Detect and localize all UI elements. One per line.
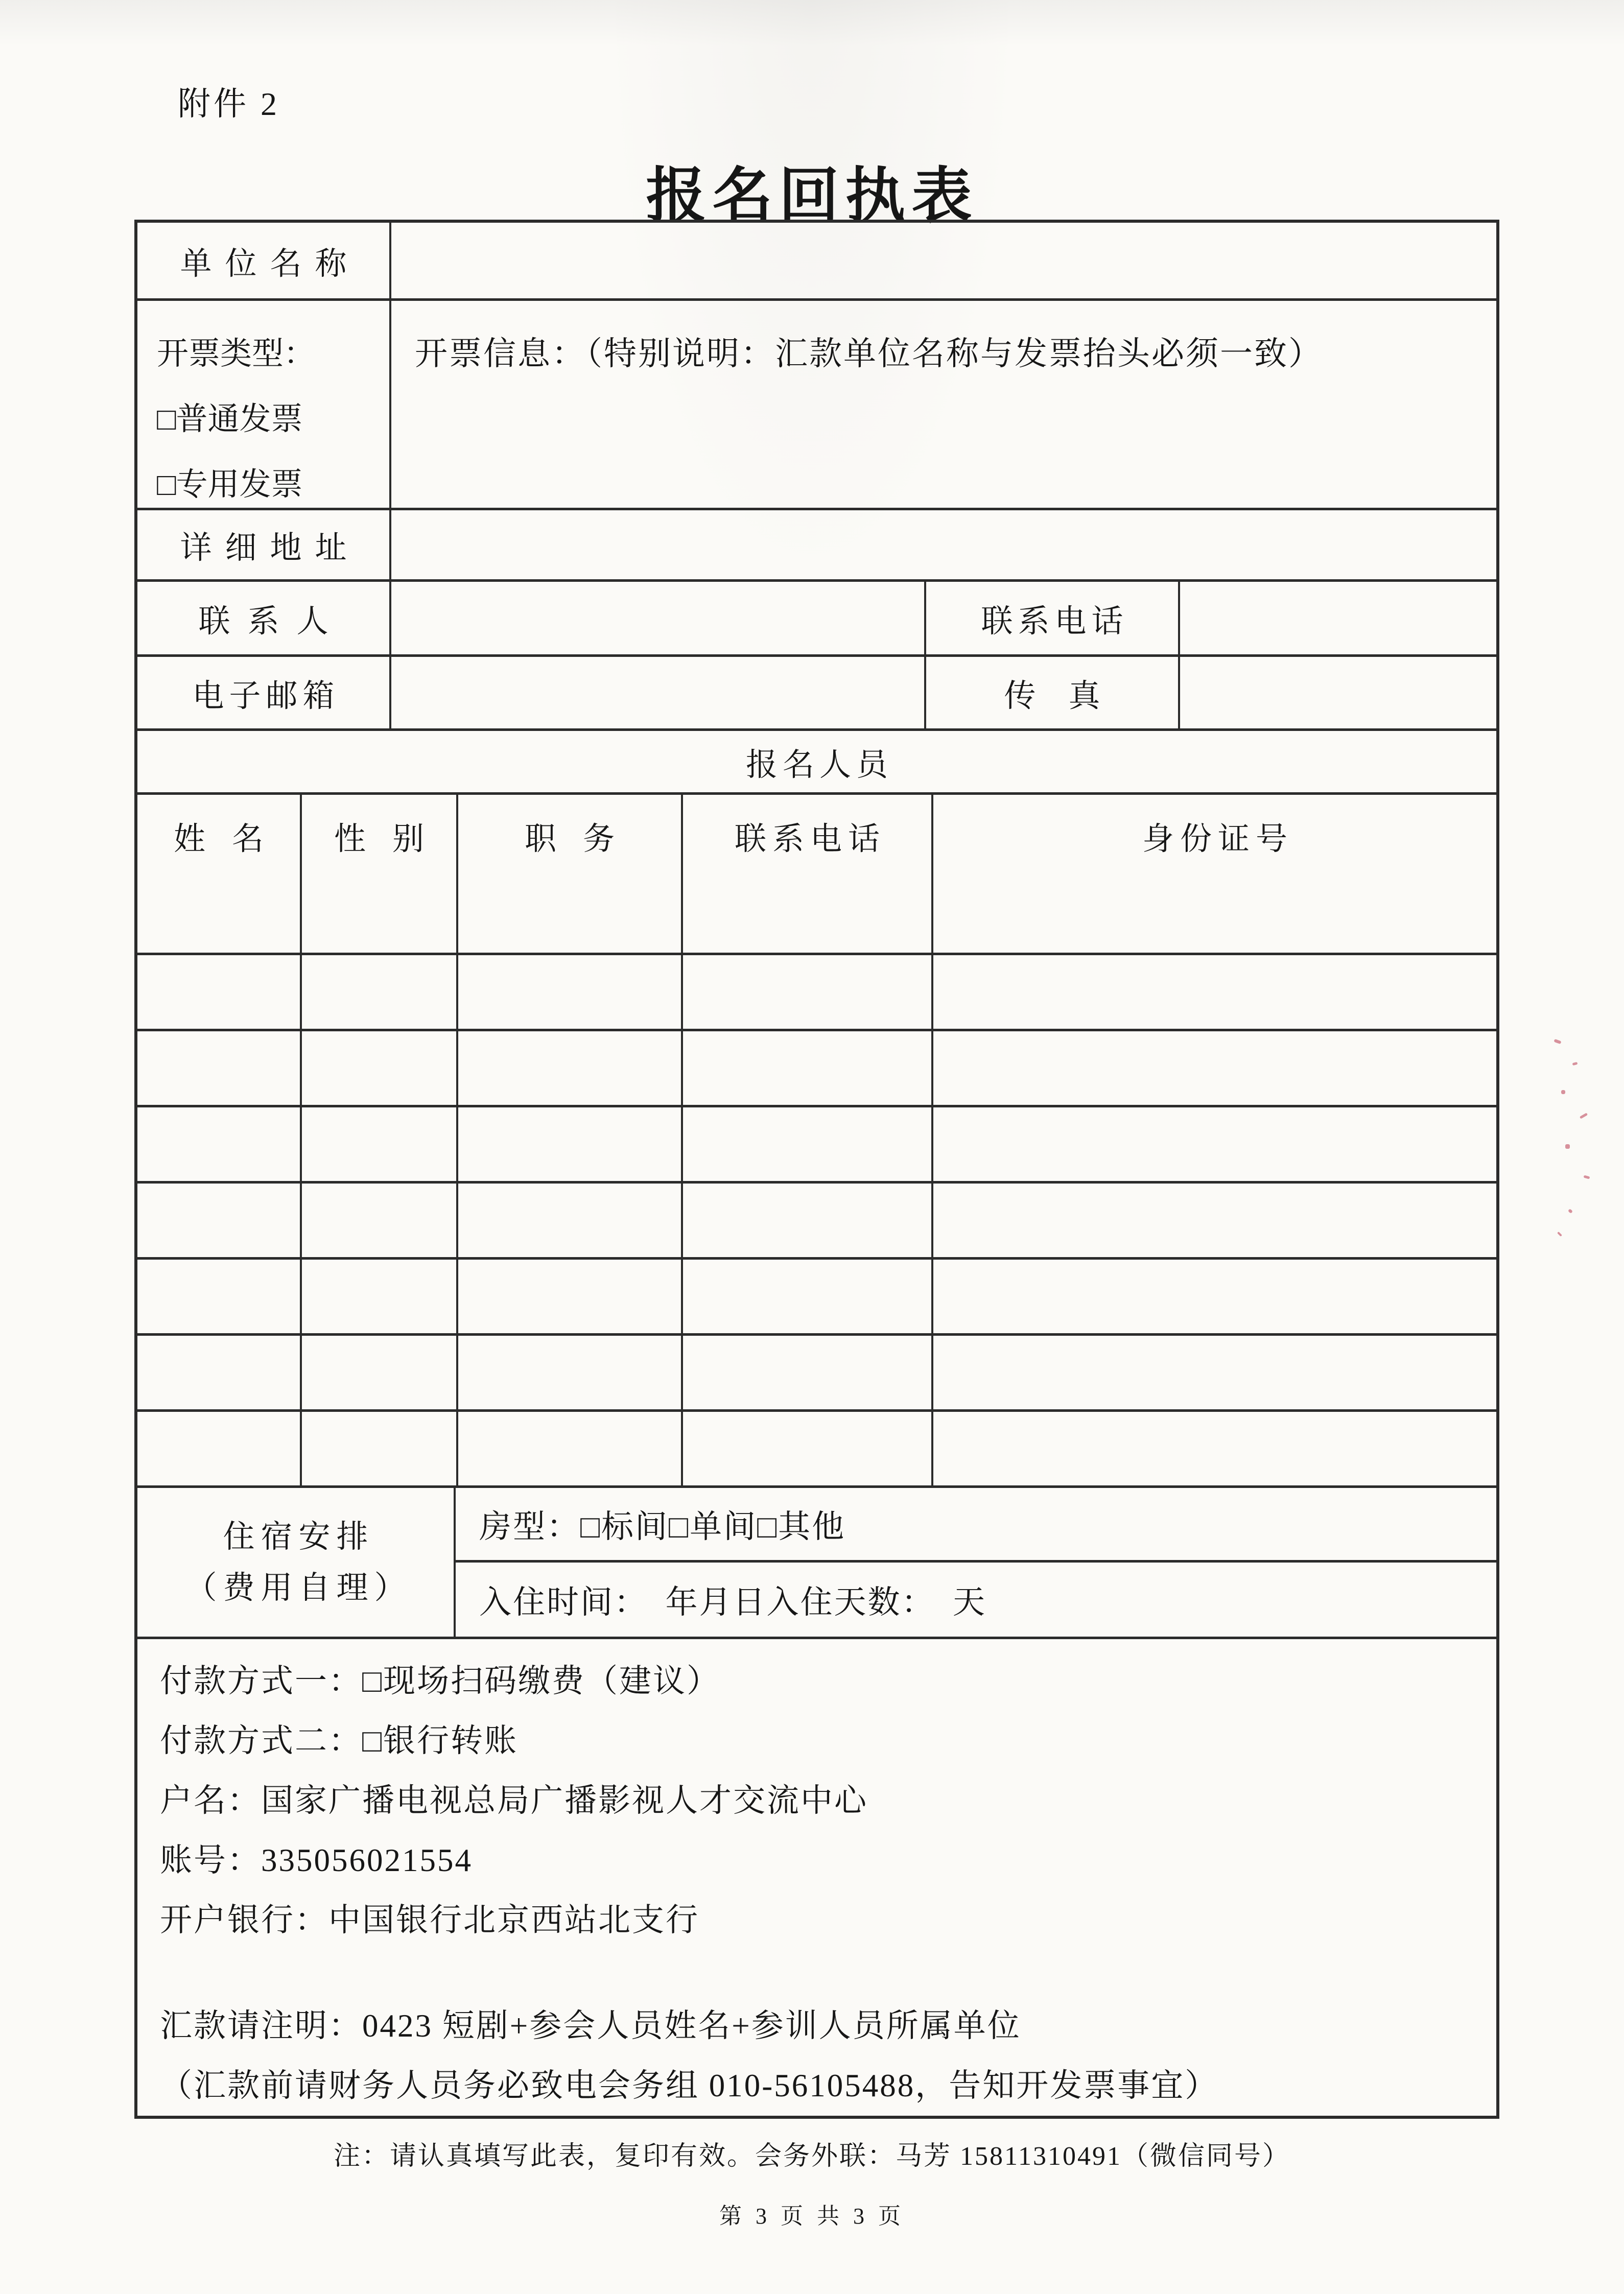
accommodation-label-line1: 住宿安排 — [223, 1519, 374, 1554]
cell-id-number — [933, 1336, 1496, 1409]
participant-empty-row — [137, 953, 1496, 1029]
participant-rows — [137, 877, 1496, 1485]
cell-sex — [302, 1031, 458, 1105]
col-header-phone: 联系电话 — [683, 795, 933, 877]
cell-sex — [302, 1260, 458, 1333]
page-title: 报名回执表 — [646, 163, 978, 230]
col-header-name: 姓名 — [137, 795, 302, 877]
cell-sex — [302, 877, 458, 953]
contact-label: 联系人 — [137, 582, 391, 654]
unit-name-row — [137, 223, 1496, 298]
cell-duty — [458, 1184, 683, 1257]
cell-id-number — [933, 955, 1496, 1029]
payment-method-2: 付款方式二：□银行转账 — [160, 1723, 519, 1759]
remit-warning: （汇款前请财务人员务必致电会务组 010-56105488，告知开发票事宜） — [160, 2068, 1219, 2103]
contact-value — [391, 582, 926, 654]
unit-name-label: 单位名称 — [137, 223, 391, 298]
payment-bank: 开户银行：中国银行北京西站北支行 — [160, 1902, 699, 1938]
col-header-duty: 职务 — [458, 795, 683, 877]
cell-phone — [683, 955, 933, 1029]
attachment-label: 附件 2 — [178, 86, 280, 122]
email-value — [391, 657, 926, 728]
cell-name — [137, 1184, 302, 1257]
cell-sex — [302, 1184, 458, 1257]
cell-phone — [683, 1336, 933, 1409]
unit-name-value — [391, 223, 1496, 298]
participants-section-header-row — [137, 728, 1496, 792]
cell-id-number — [933, 1107, 1496, 1181]
contact-phone-label: 联系电话 — [926, 582, 1180, 654]
cell-phone — [683, 1184, 933, 1257]
participants-columns-row — [137, 792, 1496, 877]
footer-note: 注：请认真填写此表，复印有效。会务外联：马芳 15811310491（微信同号） — [333, 2142, 1291, 2171]
contact-phone-value — [1180, 582, 1496, 654]
cell-phone — [683, 1412, 933, 1485]
invoice-option-special: □专用发票 — [157, 467, 303, 502]
cell-phone — [683, 1031, 933, 1105]
cell-phone — [683, 877, 933, 953]
cell-duty — [458, 877, 683, 953]
invoice-option-regular: □普通发票 — [157, 402, 303, 437]
participant-empty-row — [137, 1029, 1496, 1105]
room-type-line: 房型：□标间□单间□其他 — [456, 1488, 1496, 1563]
fax-value — [1180, 657, 1496, 728]
accommodation-row — [137, 1485, 1496, 1637]
cell-id-number — [933, 1260, 1496, 1333]
participant-empty-row — [137, 1181, 1496, 1257]
participant-empty-row — [137, 1257, 1496, 1333]
scan-artifact — [1557, 1232, 1562, 1237]
scan-artifact — [1565, 1144, 1570, 1149]
page-number: 第 3 页 共 3 页 — [719, 2204, 905, 2229]
scan-artifact — [1568, 1209, 1573, 1214]
cell-id-number — [933, 1031, 1496, 1105]
cell-id-number — [933, 1412, 1496, 1485]
cell-duty — [458, 955, 683, 1029]
cell-id-number — [933, 877, 1496, 953]
participant-empty-row — [137, 1409, 1496, 1485]
invoice-info-cell — [391, 301, 1496, 508]
cell-duty — [458, 1107, 683, 1181]
cell-duty — [458, 1336, 683, 1409]
cell-name — [137, 877, 302, 953]
cell-id-number — [933, 1184, 1496, 1257]
cell-name — [137, 1412, 302, 1485]
cell-phone — [683, 1107, 933, 1181]
cell-sex — [302, 1412, 458, 1485]
cell-sex — [302, 1107, 458, 1181]
participant-empty-row — [137, 1333, 1496, 1409]
scan-artifact — [1561, 1090, 1565, 1094]
scan-artifact — [1554, 1039, 1561, 1044]
address-label: 详细地址 — [137, 510, 391, 579]
payment-cell — [137, 1639, 1496, 2116]
email-row — [137, 654, 1496, 728]
payment-row — [137, 1637, 1496, 2116]
participants-section-header: 报名人员 — [745, 747, 893, 783]
participant-empty-row — [137, 877, 1496, 953]
cell-name — [137, 1031, 302, 1105]
scan-artifact — [1572, 1062, 1578, 1066]
cell-duty — [458, 1260, 683, 1333]
invoice-row — [137, 298, 1496, 508]
payment-account-number: 账号：335056021554 — [160, 1842, 473, 1878]
cell-duty — [458, 1031, 683, 1105]
fax-label: 传真 — [926, 657, 1180, 728]
cell-name — [137, 1107, 302, 1181]
cell-name — [137, 955, 302, 1029]
participant-empty-row — [137, 1105, 1496, 1181]
col-header-id-number: 身份证号 — [1142, 821, 1293, 857]
scan-artifact — [1580, 1113, 1588, 1119]
scan-artifact — [1584, 1175, 1590, 1179]
col-header-sex: 性别 — [302, 795, 458, 877]
payment-account-name: 户名：国家广播电视总局广播影视人才交流中心 — [160, 1783, 868, 1818]
cell-name — [137, 1260, 302, 1333]
contact-row — [137, 579, 1496, 654]
cell-duty — [458, 1412, 683, 1485]
invoice-type-cell — [137, 301, 391, 508]
cell-phone — [683, 1260, 933, 1333]
remit-note: 汇款请注明：0423 短剧+参会人员姓名+参训人员所属单位 — [160, 2008, 1021, 2044]
invoice-info-label: 开票信息：（特别说明：汇款单位名称与发票抬头必须一致） — [415, 336, 1323, 372]
checkin-line: 入住时间： 年月日入住天数： 天 — [479, 1584, 986, 1620]
payment-method-1: 付款方式一：□现场扫码缴费（建议） — [160, 1663, 721, 1699]
accommodation-label-cell — [137, 1488, 456, 1637]
accommodation-detail-cells — [456, 1488, 1496, 1637]
cell-name — [137, 1336, 302, 1409]
accommodation-label-line2: （费用自理） — [185, 1570, 412, 1605]
invoice-type-label: 开票类型： — [157, 337, 316, 371]
cell-sex — [302, 1336, 458, 1409]
registration-form-table — [134, 220, 1499, 2119]
email-label: 电子邮箱 — [137, 657, 391, 728]
address-value — [391, 510, 1496, 579]
cell-sex — [302, 955, 458, 1029]
address-row — [137, 508, 1496, 579]
